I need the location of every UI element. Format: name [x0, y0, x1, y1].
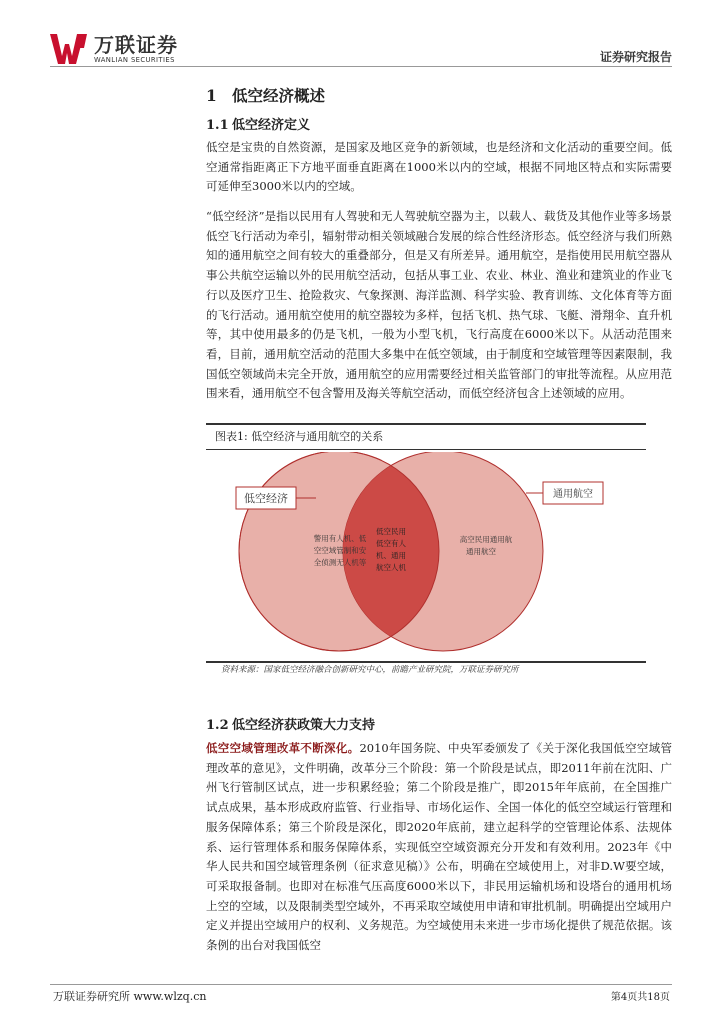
section-number: 1.1 — [206, 118, 229, 133]
right-only-line-2: 通用航空 — [466, 547, 496, 556]
figure-source: 资料来源：国家低空经济融合创新研究中心，前瞻产业研究院，万联证券研究所 — [221, 665, 519, 675]
section-number: 1.2 — [206, 718, 229, 733]
paragraph-low-altitude-economy: “低空经济”是指以民用有人驾驶和无人驾驶航空器为主，以载人、载货及其他作业等多场景低空飞行活动为牵引，辐射带动相关领域融合发展的综合性经济形态。低空经济与我们所熟知的通用航空之间有较大的重叠部分，但是又有所差异。通用航空，是指使用民用航空器从事公共航空运输以外的民用航空活动，包括从事工业、农业、林业、渔业和建筑业的作业飞行以及医疗卫生、抢险救灾、气象探测、海洋监测、科学实验、教育训练、文化体育等方面的飞行活动。通用航空使用的航空器较为多样，包括飞机、热气球、飞艇、滑翔伞、直升机等，其中使用最多的仍是飞机，一般为小型飞机，飞行高度在6000米以下。从活动范围来看，目前，通用航空活动的范围大多集中在低空领域，由于制度和空域管理等因素限制，我国低空领域尚未完全开放，通用航空的应用需要经过相关监管部门的审批等流程。从应用范围来看，通用航空不包含警用及海关等航空活动，而低空经济包含上述领域的应用。 — [206, 209, 672, 401]
right-label: 通用航空 — [553, 489, 593, 500]
left-only-line-3: 全侦测无人机等 — [313, 558, 367, 567]
section-1-1-heading — [206, 114, 310, 133]
left-only-line-2: 空空域管制和安 — [313, 546, 367, 555]
overlap-line-4: 航空人机 — [376, 563, 406, 572]
report-type-label: 证券研究报告 — [599, 50, 672, 64]
section-1-2-heading — [206, 714, 375, 733]
figure-title: 图表1: 低空经济与通用航空的关系 — [215, 430, 384, 443]
lead-sentence: 低空空域管理改革不断深化。 — [206, 741, 360, 755]
section-1-heading — [206, 84, 325, 106]
section-title: 低空经济定义 — [232, 118, 311, 133]
footer-publisher: 万联证券研究所 www.wlzq.cn — [53, 990, 207, 1003]
overlap-line-1: 低空民用 — [376, 527, 406, 536]
figure-title-rule — [206, 449, 646, 450]
logo-chinese-name: 万联证券 — [94, 33, 178, 57]
figure-top-rule — [206, 423, 646, 425]
section-number: 1 — [206, 86, 217, 105]
right-only-line-1: 高空民用通用航 — [459, 535, 513, 544]
paragraph-policy-support — [206, 739, 672, 956]
footer-divider — [50, 984, 672, 985]
left-only-line-1: 警用有人机、低 — [313, 534, 367, 543]
company-logo — [50, 34, 192, 66]
overlap-line-2: 低空有人 — [376, 539, 406, 548]
overlap-line-3: 机、通用 — [376, 551, 406, 560]
section-title: 低空经济获政策大力支持 — [232, 718, 376, 733]
section-title: 低空经济概述 — [232, 86, 326, 105]
paragraph-body: 2010年国务院、中央军委颁发了《关于深化我国低空空域管理改革的意见》，文件明确，改革分三个阶段：第一个阶段是试点，即2011年前在沈阳、广州飞行管制区试点，进一步积累经验；第二个阶段是推广，即2015年年底前，在全国推广试点成果，基本形成政府监管、行业指导、市场化运作、全国一体化的低空空域运行管理和服务保障体系；第三个阶段是深化，即2020年底前，建立起科学的空管理论体系、法规体系、运行管理体系和服务保障体系，实现低空空域资源充分开发和有效利用。2023年《中华人民共和国空域管理条例（征求意见稿）》公布，明确在空域使用上，对非D.W要空域，可采取报备制。也即对在标准气压高度6000米以下，非民用运输机场和设塔台的通用机场上空的空域，以及限制类型空域外，不再采取空域使用申请和审批机制。明确提出空域用户定义并提出空域用户的权利、义务规范。为空域使用未来进一步市场化提供了规范依据。该条例的出台对我国低空 — [206, 741, 673, 953]
wanlian-logo-icon — [50, 34, 90, 64]
venn-diagram — [206, 452, 646, 657]
paragraph-low-altitude-definition: 低空是宝贵的自然资源，是国家及地区竞争的新领域，也是经济和文化活动的重要空间。低空通常指距离正下方地平面垂直距离在1000米以内的空域，根据不同地区特点和实际需要可延伸至3000米以内的空域。 — [206, 140, 672, 194]
logo-english-name: WANLIAN SECURITIES — [94, 56, 175, 64]
page-number: 第4页共18页 — [610, 992, 670, 1003]
header-divider — [50, 66, 672, 67]
left-label: 低空经济 — [244, 492, 288, 505]
